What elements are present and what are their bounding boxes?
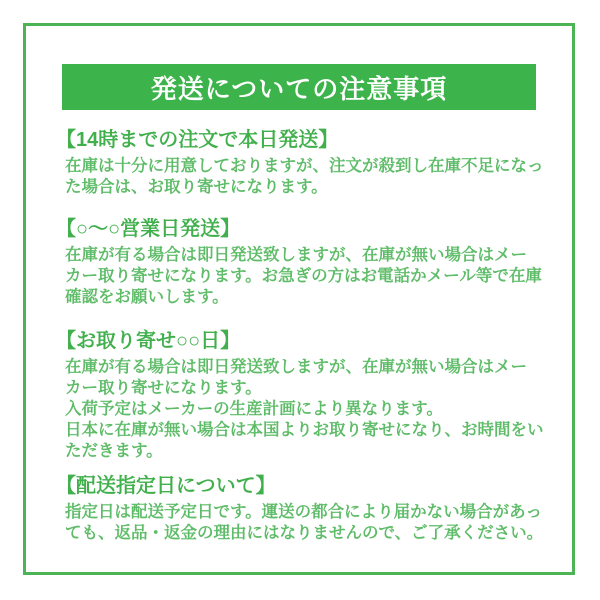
section-body-line: 入荷予定はメーカーの生産計画により異なります。 bbox=[65, 400, 443, 418]
section-body-line: 在庫は十分に用意しておりますが、注文が殺到し在庫不足になっ bbox=[65, 157, 544, 175]
section-business-days-shipping bbox=[56, 217, 546, 308]
section-body-line: た場合は、お取り寄せになります。 bbox=[65, 178, 328, 196]
notice-title: 発送についての注意事項 bbox=[150, 73, 448, 104]
section-heading: 【○～○営業日発送】 bbox=[56, 218, 241, 240]
notice-title-bar bbox=[62, 64, 536, 110]
section-body-line: 在庫が有る場合は即日発送致しますが、在庫が無い場合はメー bbox=[65, 246, 527, 264]
section-body-line: 日本に在庫が無い場合は本国よりお取り寄せになり、お時間をい bbox=[65, 421, 544, 439]
section-body-line: 在庫が有る場合は即日発送致しますが、在庫が無い場合はメー bbox=[65, 358, 527, 376]
section-heading: 【配送指定日について】 bbox=[56, 475, 276, 497]
section-body-line: ても、返品・返金の理由にはなりませんので、ご了承ください。 bbox=[65, 524, 544, 542]
section-backorder bbox=[56, 329, 546, 462]
section-body-line: 確認をお願いします。 bbox=[65, 288, 229, 306]
section-same-day-shipping bbox=[56, 128, 546, 198]
section-heading: 【14時までの注文で本日発送】 bbox=[56, 129, 339, 151]
section-body-line: カー取り寄せになります。お急ぎの方はお電話かメール等で在庫 bbox=[65, 267, 542, 285]
section-body-line: ただきます。 bbox=[65, 442, 163, 460]
notice-content bbox=[26, 128, 572, 544]
section-delivery-date bbox=[56, 474, 546, 544]
section-body-line: 指定日は配送予定日です。運送の都合により届かない場合があっ bbox=[65, 503, 543, 521]
section-heading: 【お取り寄せ○○日】 bbox=[56, 330, 241, 352]
notice-frame bbox=[23, 23, 575, 575]
section-body-line: カー取り寄せになります。 bbox=[65, 379, 262, 397]
